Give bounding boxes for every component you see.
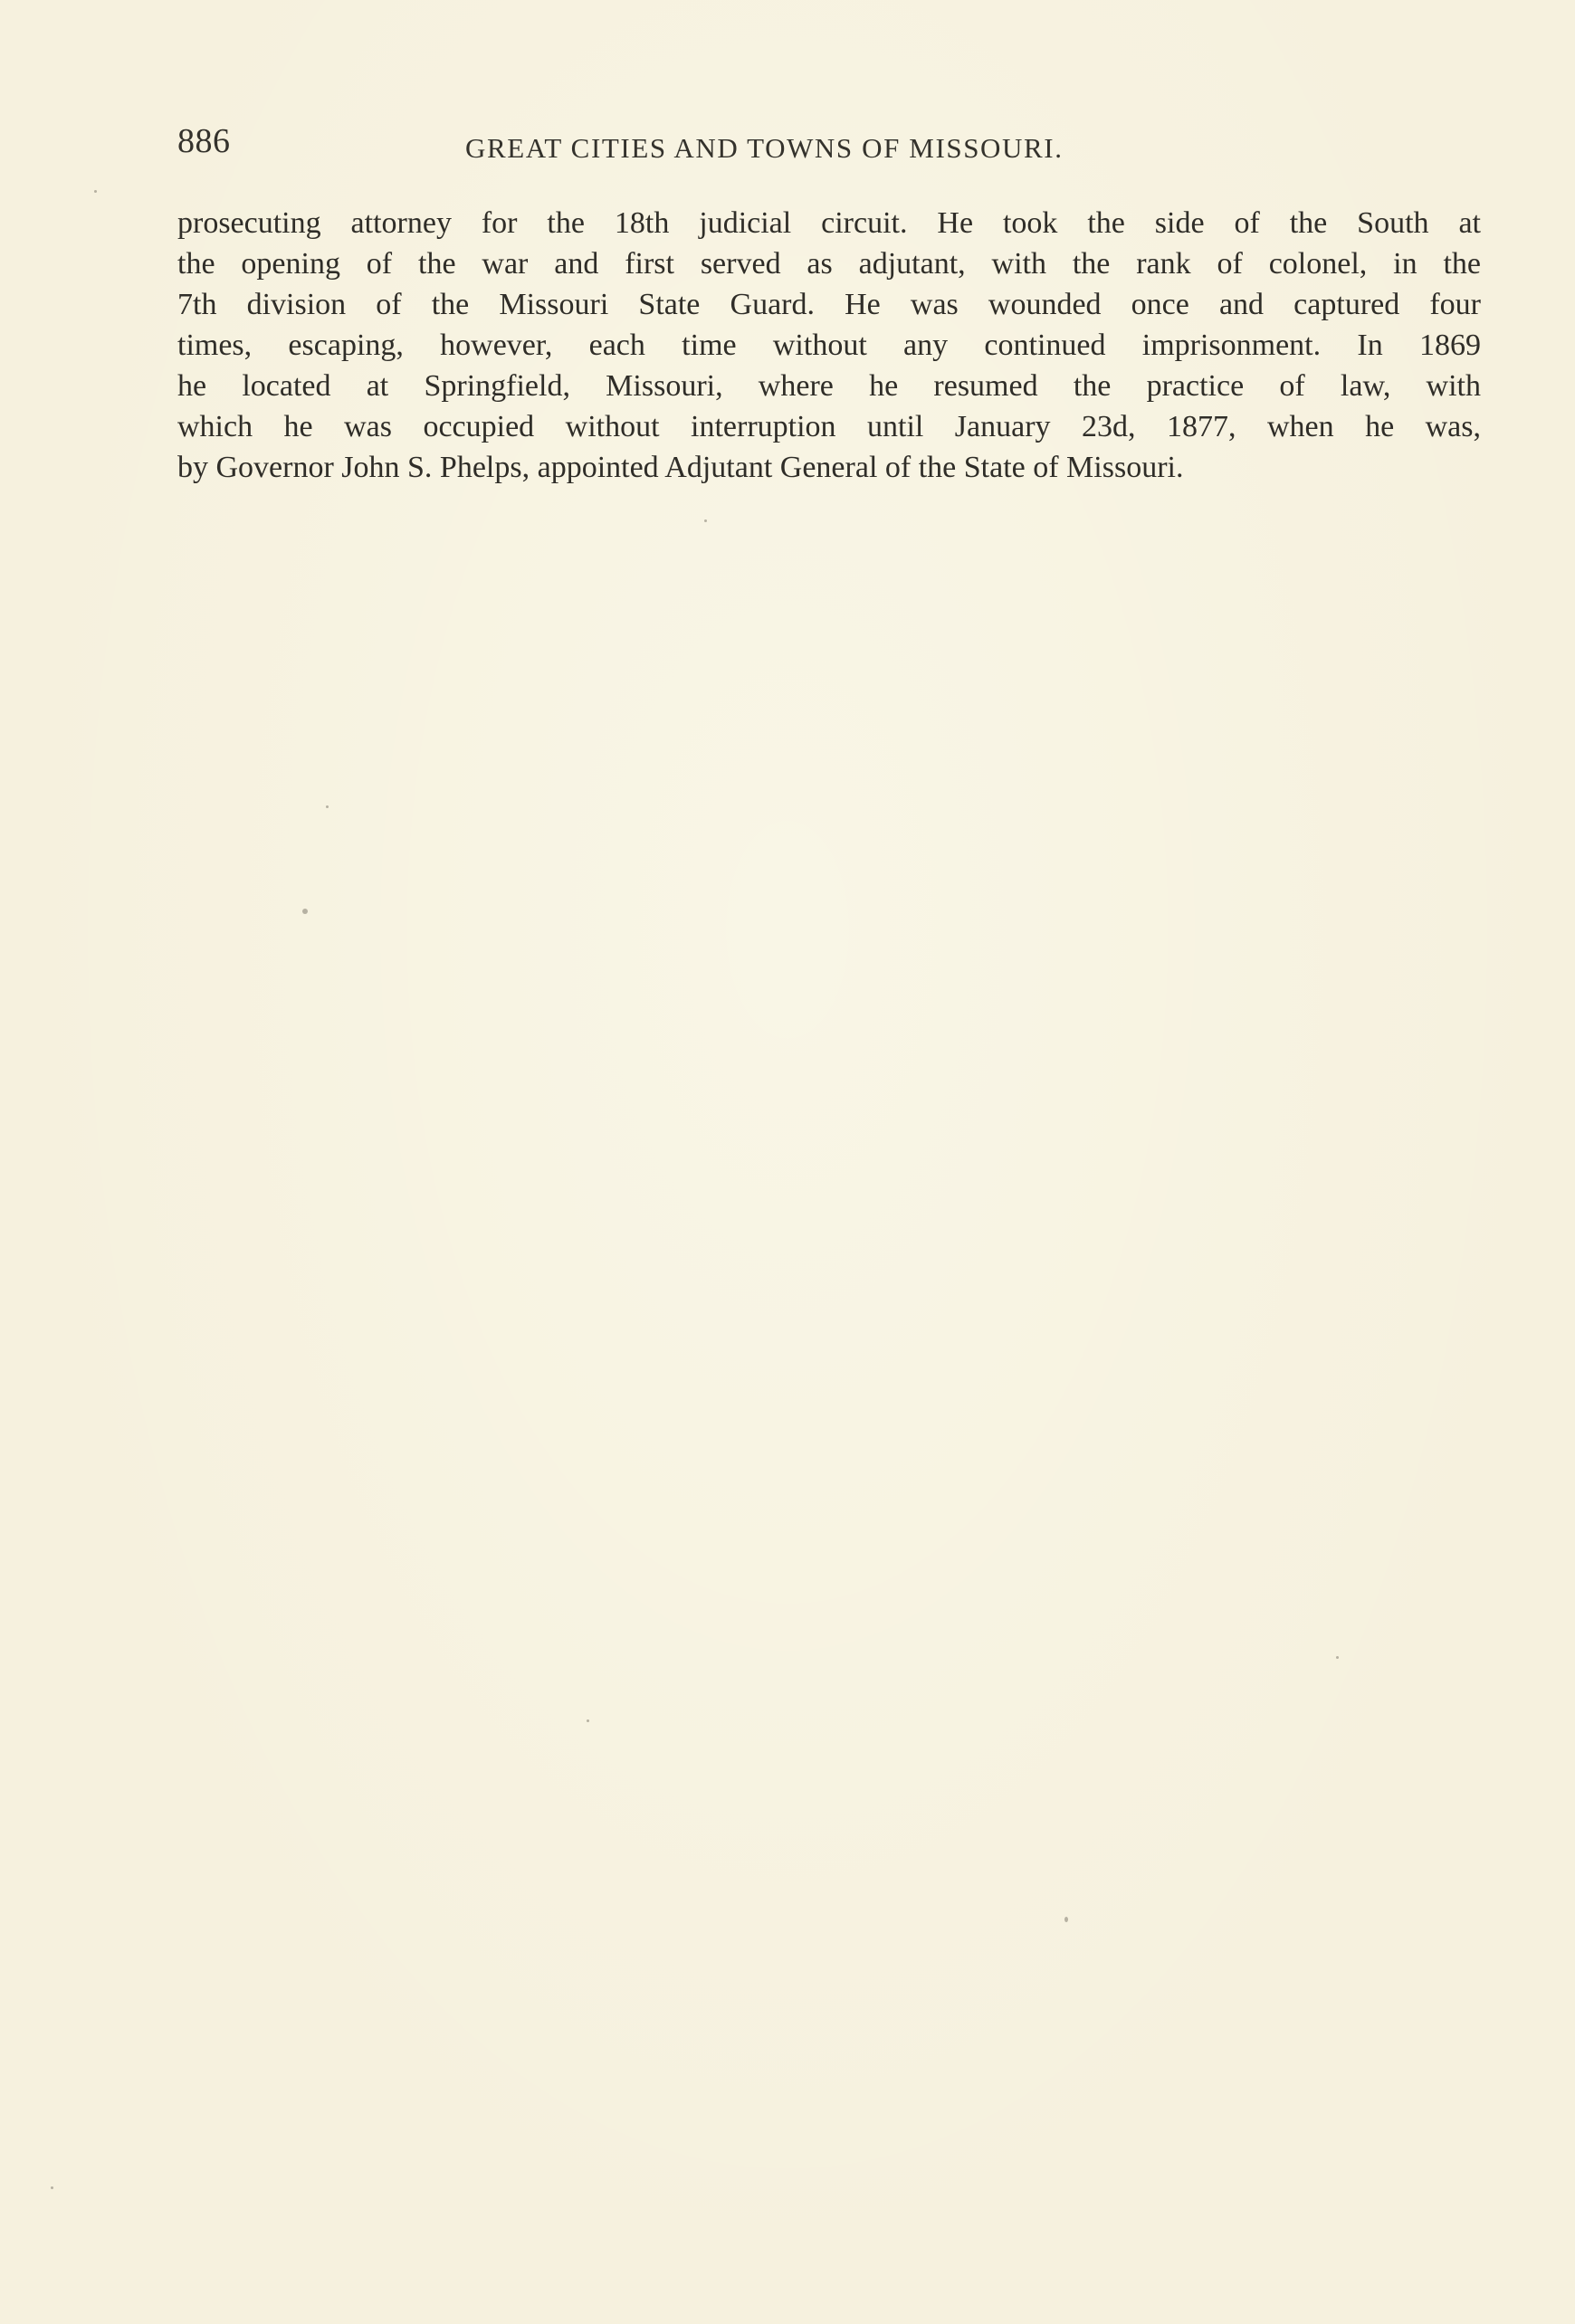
text-line: 7th division of the Missouri State Guard. He was wounded once and captured four bbox=[177, 288, 1481, 321]
body-paragraph bbox=[177, 203, 1481, 488]
paper-speck bbox=[94, 190, 97, 193]
paper-speck bbox=[1336, 1656, 1339, 1659]
paper-speck bbox=[704, 519, 707, 522]
text-line: prosecuting attorney for the 18th judicial circuit. He took the side of the South at bbox=[177, 206, 1481, 240]
paper-speck bbox=[587, 1719, 589, 1722]
text-line: times, escaping, however, each time without any continued imprisonment. In 1869 bbox=[177, 329, 1481, 362]
text-line: which he was occupied without interruption until January 23d, 1877, when he was, bbox=[177, 410, 1481, 443]
text-line: the opening of the war and first served as adjutant, with the rank of colonel, in the bbox=[177, 247, 1481, 281]
paper-speck bbox=[51, 2186, 53, 2189]
paper-speck bbox=[1064, 1917, 1068, 1922]
page-header bbox=[177, 116, 1481, 170]
paper-speck bbox=[326, 805, 329, 808]
text-line: by Governor John S. Phelps, appointed Adjutant General of the State of Missouri. bbox=[177, 451, 1184, 484]
running-head: GREAT CITIES AND TOWNS OF MISSOURI. bbox=[465, 132, 1064, 164]
paper-speck bbox=[302, 909, 308, 914]
text-line: he located at Springfield, Missouri, where he resumed the practice of law, with bbox=[177, 369, 1481, 403]
page-number: 886 bbox=[177, 122, 231, 160]
